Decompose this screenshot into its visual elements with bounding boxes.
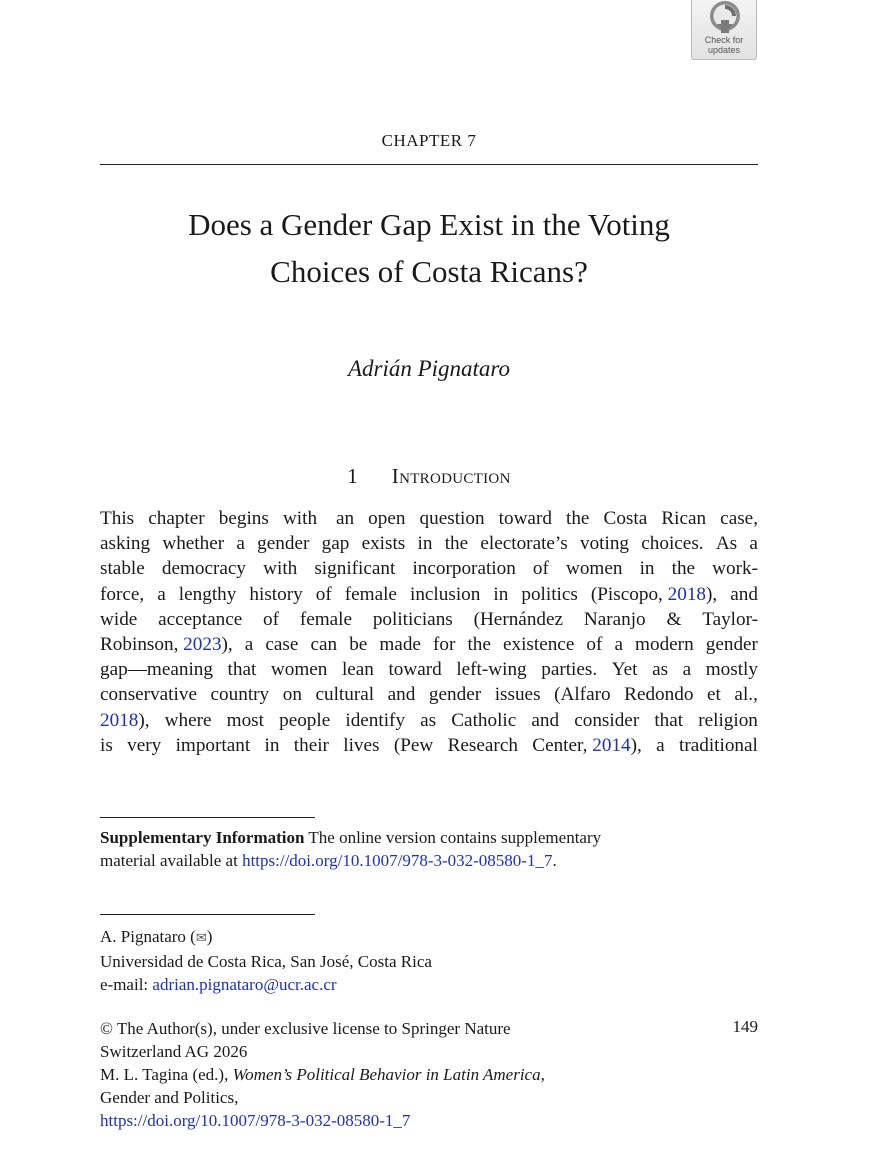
body-token: female: [299, 608, 353, 630]
body-word: [245, 632, 254, 657]
body-word: [480, 531, 567, 556]
body-token: ),: [221, 633, 233, 655]
body-token: gap—meaning: [100, 659, 213, 681]
body-token: gender: [257, 533, 310, 555]
body-token: with: [263, 558, 298, 580]
body-word: [388, 657, 441, 682]
body-token: asking: [100, 533, 151, 555]
body-token: &: [666, 608, 682, 630]
body-token: a: [614, 633, 623, 655]
body-word: [362, 531, 406, 556]
body-word: [652, 657, 668, 682]
supplementary-text: The online version contains supplementary: [304, 828, 602, 847]
body-token: Costa: [603, 508, 648, 529]
body-word: [499, 506, 552, 531]
body-word: [495, 682, 541, 707]
body-token: begins: [218, 508, 269, 529]
body-token: very: [127, 734, 162, 756]
body-word: [211, 682, 270, 707]
book-title-comma: ,: [540, 1065, 545, 1084]
body-word: [158, 607, 242, 632]
citation-year-link[interactable]: 2023: [183, 633, 222, 655]
body-token: the: [444, 533, 469, 555]
copyright-line-2: Switzerland AG 2026: [100, 1042, 248, 1061]
body-word: [656, 733, 665, 758]
body-token: ),: [630, 734, 642, 756]
body-word: [641, 531, 703, 556]
email-label: e-mail:: [100, 975, 153, 994]
body-word: [586, 632, 602, 657]
body-token: cultural: [315, 684, 375, 706]
footnote-rule-1: [100, 817, 315, 818]
body-token: in: [639, 558, 655, 580]
body-token: can: [310, 633, 338, 655]
body-word: [420, 506, 485, 531]
body-word: [456, 657, 526, 682]
body-word: [445, 531, 468, 556]
body-token: of: [532, 558, 549, 580]
body-word: [612, 657, 638, 682]
badge-line-1: Check for: [704, 35, 744, 45]
body-word: [263, 556, 297, 581]
body-word: [388, 682, 416, 707]
body-token: lives: [343, 734, 380, 756]
body-word: [591, 582, 717, 607]
body-word: [448, 733, 518, 758]
body-token: Naranjo: [583, 608, 646, 630]
body-token: et: [707, 684, 721, 706]
body-token: question: [419, 508, 485, 529]
body-line: [100, 531, 758, 556]
body-token: choices.: [641, 533, 704, 555]
body-word: [412, 556, 515, 581]
body-token: modern: [635, 633, 694, 655]
supplementary-note: [100, 826, 760, 872]
body-token: existence: [502, 633, 575, 655]
body-word: [148, 506, 204, 531]
body-token: and: [531, 709, 560, 731]
body-token: the: [566, 508, 590, 529]
body-token: left-wing: [456, 659, 527, 681]
body-word: [368, 506, 405, 531]
body-word: [100, 531, 150, 556]
body-word: [584, 607, 646, 632]
body-token: a: [682, 659, 692, 681]
body-word: [349, 632, 367, 657]
body-paragraph: [100, 506, 758, 758]
body-word: [342, 657, 374, 682]
body-token: religion: [698, 709, 758, 731]
chapter-label: CHAPTER 7: [381, 131, 477, 150]
body-token: where: [164, 709, 212, 731]
body-word: [429, 682, 481, 707]
body-word: [343, 733, 379, 758]
body-word: [474, 607, 563, 632]
check-for-updates-icon: [707, 0, 743, 34]
body-token: acceptance: [158, 608, 243, 630]
body-token: that: [654, 709, 684, 731]
body-token: an: [331, 508, 355, 529]
body-token: a: [749, 533, 758, 555]
badge-line-2: updates: [707, 45, 741, 55]
body-word: [279, 708, 330, 733]
body-word: [283, 506, 317, 531]
body-word: [157, 582, 166, 607]
body-token: gender: [705, 633, 758, 655]
body-word: [310, 632, 337, 657]
body-token: significant: [314, 558, 396, 580]
body-line: [100, 556, 758, 581]
body-word: [265, 733, 280, 758]
citation-year-link[interactable]: 2018: [667, 583, 706, 605]
body-word: [100, 632, 233, 657]
body-token: Rican: [661, 508, 707, 529]
affiliation-name-end: ): [206, 927, 213, 946]
body-line: [100, 582, 758, 607]
body-word: [702, 607, 758, 632]
envelope-icon[interactable]: ✉: [195, 931, 207, 946]
body-word: [580, 531, 629, 556]
body-token: Yet: [611, 659, 638, 681]
body-token: mostly: [705, 659, 758, 681]
supplementary-label: Supplementary Information: [100, 828, 305, 847]
series-name: Gender and Politics,: [100, 1088, 239, 1107]
body-token: female: [344, 583, 397, 605]
body-token: women: [565, 558, 623, 580]
body-token: a: [157, 583, 166, 605]
body-word: [433, 632, 455, 657]
body-word: [100, 582, 144, 607]
body-token: in: [493, 583, 509, 605]
body-word: [720, 506, 758, 531]
body-token: country: [210, 684, 270, 706]
body-token: of: [315, 583, 332, 605]
body-word: [706, 632, 758, 657]
body-token: with: [282, 508, 318, 529]
body-token: whether: [162, 533, 225, 555]
body-token: and: [730, 583, 758, 605]
body-word: [228, 657, 257, 682]
body-word: [127, 733, 161, 758]
body-token: a: [656, 734, 665, 756]
body-token: electorate’s: [480, 533, 568, 555]
body-token: made: [379, 633, 421, 655]
body-token: be: [349, 633, 368, 655]
copyright-block: [100, 1017, 660, 1132]
supplementary-text-2: material available at: [100, 851, 243, 870]
title-line-2: Choices of Costa Ricans?: [270, 254, 588, 289]
body-word: [566, 506, 589, 531]
body-token: stable: [100, 558, 145, 580]
body-token: work-: [712, 558, 758, 580]
body-token: (Alfaro: [554, 684, 611, 706]
body-token: traditional: [679, 734, 758, 756]
body-word: [345, 582, 397, 607]
body-token: (Hernández: [473, 608, 564, 630]
body-word: [345, 708, 405, 733]
body-word: [574, 708, 639, 733]
chapter-title: [100, 201, 758, 295]
body-word: [541, 657, 597, 682]
body-word: [100, 506, 134, 531]
supplementary-link[interactable]: https://doi.org/10.1007/978-3-032-08580-1_7: [242, 851, 553, 870]
body-token: of: [586, 633, 603, 655]
body-token: history: [249, 583, 303, 605]
body-word: [521, 582, 578, 607]
body-word: [420, 708, 436, 733]
body-word: [666, 607, 681, 632]
body-token: (Piscopo,: [590, 583, 663, 605]
body-word: [624, 682, 693, 707]
body-token: Catholic: [451, 709, 517, 731]
body-word: [331, 506, 354, 531]
body-word: [165, 708, 212, 733]
body-token: their: [293, 734, 329, 756]
body-word: [712, 556, 758, 581]
body-token: as: [652, 659, 669, 681]
body-word: [614, 632, 623, 657]
chapter-rule: [100, 164, 758, 165]
body-token: a: [236, 533, 245, 555]
body-token: Taylor-: [702, 608, 758, 630]
body-token: in: [417, 533, 433, 555]
body-word: [314, 556, 395, 581]
body-word: [716, 531, 737, 556]
body-word: [227, 708, 264, 733]
body-word: [503, 632, 574, 657]
body-token: most: [226, 709, 264, 731]
body-word: [100, 607, 137, 632]
editor-text: M. L. Tagina (ed.),: [100, 1065, 233, 1084]
body-word: [533, 556, 549, 581]
body-word: [176, 733, 251, 758]
body-token: issues: [494, 684, 541, 706]
body-token: toward: [498, 508, 552, 529]
body-token: and: [387, 684, 416, 706]
body-token: for: [433, 633, 456, 655]
citation-year-link[interactable]: 2018: [100, 709, 139, 731]
body-word: [698, 708, 758, 733]
body-word: [162, 556, 246, 581]
body-word: [410, 582, 480, 607]
body-word: [706, 657, 758, 682]
book-title: Women’s Political Behavior in Latin America: [232, 1065, 541, 1084]
body-line: [100, 708, 758, 733]
body-token: case,: [720, 508, 758, 529]
page-number: 149: [732, 1017, 758, 1036]
body-token: a: [244, 633, 254, 655]
body-word: [467, 632, 490, 657]
body-token: force,: [100, 583, 145, 605]
body-word: [394, 733, 433, 758]
body-word: [379, 632, 421, 657]
body-token: conservative: [100, 684, 197, 706]
body-word: [100, 682, 197, 707]
body-word: [300, 607, 352, 632]
body-line: [100, 733, 758, 758]
affiliation-institution: Universidad de Costa Rica, San José, Costa Rica: [100, 952, 432, 971]
body-token: Redondo: [624, 684, 694, 706]
body-line: [100, 682, 758, 707]
body-word: [263, 607, 279, 632]
check-for-updates-badge[interactable]: [691, 0, 757, 60]
body-word: [493, 582, 508, 607]
body-word: [100, 556, 145, 581]
body-word: [451, 708, 516, 733]
body-word: [531, 708, 559, 733]
body-token: identify: [345, 709, 406, 731]
body-word: [257, 531, 309, 556]
body-word: [316, 582, 332, 607]
body-word: [679, 733, 758, 758]
body-token: lean: [341, 659, 374, 681]
body-token: politics: [521, 583, 578, 605]
body-word: [249, 582, 302, 607]
body-token: Research: [447, 734, 518, 756]
body-token: ),: [138, 709, 150, 731]
body-token: toward: [388, 659, 442, 681]
body-word: [283, 682, 302, 707]
body-token: in: [264, 734, 280, 756]
body-line: [100, 506, 758, 531]
body-word: [532, 733, 642, 758]
body-word: [162, 531, 224, 556]
body-token: lengthy: [178, 583, 237, 605]
body-token: incorporation: [412, 558, 516, 580]
body-token: al.,: [734, 684, 758, 706]
body-token: people: [279, 709, 331, 731]
section-number: 1: [347, 464, 358, 488]
citation-year-link[interactable]: 2014: [592, 734, 631, 756]
body-word: [672, 556, 695, 581]
body-line: [100, 657, 758, 682]
body-word: [265, 632, 298, 657]
body-token: (Pew: [393, 734, 434, 756]
body-token: case: [265, 633, 299, 655]
body-token: politicians: [372, 608, 453, 630]
body-token: on: [282, 684, 302, 706]
body-token: the: [467, 633, 491, 655]
body-token: women: [270, 659, 328, 681]
body-token: is: [100, 734, 113, 756]
body-token: Robinson,: [100, 633, 179, 655]
copyright-line-1: © The Author(s), under exclusive license to Springer Nature: [100, 1019, 511, 1038]
body-word: [236, 531, 245, 556]
body-word: [604, 506, 648, 531]
section-heading: [100, 464, 758, 489]
body-word: [315, 682, 374, 707]
body-token: ),: [706, 583, 718, 605]
body-token: wide: [100, 608, 138, 630]
body-token: democracy: [161, 558, 247, 580]
author-name: Adrián Pignataro: [347, 356, 511, 381]
body-token: that: [227, 659, 257, 681]
body-word: [100, 708, 150, 733]
body-word: [271, 657, 328, 682]
body-token: This: [100, 508, 135, 529]
body-word: [566, 556, 623, 581]
body-token: gap: [321, 533, 350, 555]
body-line: [100, 607, 758, 632]
email-link[interactable]: adrian.pignataro@ucr.ac.cr: [152, 975, 337, 994]
chapter-doi-link[interactable]: https://doi.org/10.1007/978-3-032-08580-1_7: [100, 1111, 411, 1130]
body-token: of: [263, 608, 280, 630]
body-token: Center,: [532, 734, 588, 756]
body-token: the: [671, 558, 696, 580]
body-word: [734, 682, 757, 707]
body-token: parties.: [541, 659, 598, 681]
body-word: [100, 733, 113, 758]
body-token: As: [715, 533, 738, 555]
body-line: [100, 632, 758, 657]
body-word: [730, 582, 758, 607]
body-word: [179, 582, 237, 607]
body-word: [683, 657, 692, 682]
body-word: [373, 607, 453, 632]
body-word: [654, 708, 683, 733]
body-token: consider: [574, 709, 640, 731]
body-word: [219, 506, 269, 531]
body-token: inclusion: [409, 583, 481, 605]
body-word: [661, 506, 706, 531]
body-token: important: [175, 734, 251, 756]
body-word: [640, 556, 655, 581]
body-token: as: [420, 709, 437, 731]
body-word: [294, 733, 329, 758]
body-word: [707, 682, 721, 707]
body-word: [100, 657, 213, 682]
body-token: voting: [579, 533, 630, 555]
supplementary-end: .: [552, 851, 557, 870]
footnote-rule-2: [100, 914, 315, 915]
author-affiliation: [100, 925, 760, 996]
affiliation-name: A. Pignataro (: [100, 927, 196, 946]
body-token: exists: [361, 533, 406, 555]
body-word: [749, 531, 758, 556]
body-token: gender: [428, 684, 482, 706]
body-word: [635, 632, 694, 657]
body-word: [418, 531, 433, 556]
body-word: [554, 682, 610, 707]
body-token: chapter: [148, 508, 205, 529]
title-line-1: Does a Gender Gap Exist in the Voting: [188, 207, 670, 242]
body-token: open: [368, 508, 406, 529]
section-title: Introduction: [391, 464, 511, 488]
body-word: [322, 531, 350, 556]
